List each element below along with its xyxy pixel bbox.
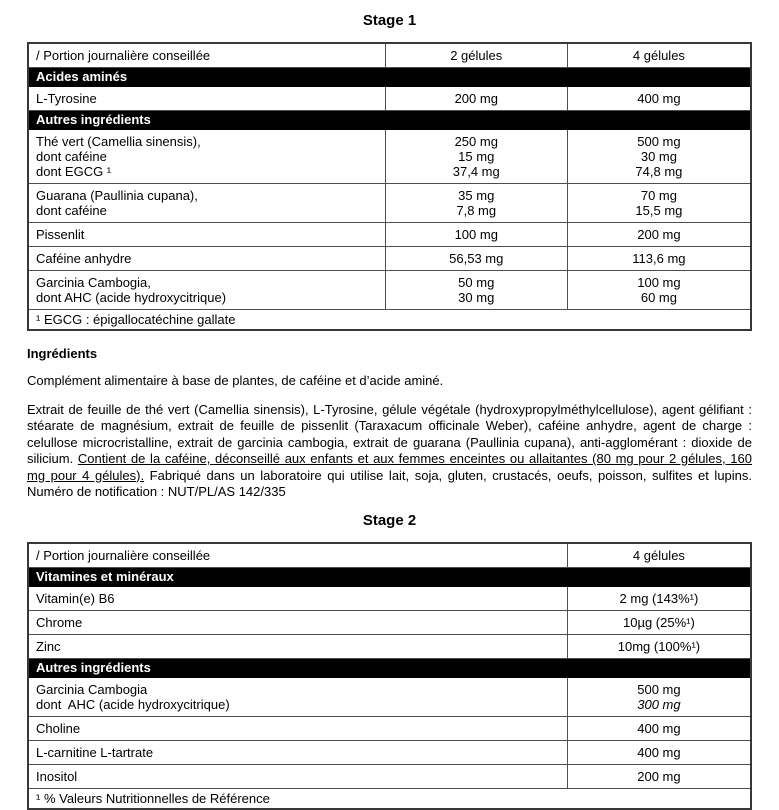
cell-line: 10µg (25%¹)	[623, 614, 695, 630]
cell-line: dont caféine	[36, 149, 107, 164]
cell-line: 15 mg	[458, 149, 495, 164]
cell-line: 113,6 mg	[632, 251, 686, 266]
amount-cell	[567, 271, 751, 310]
portion-header-cell: / Portion journalière conseillée	[28, 43, 385, 68]
cell-line: L-Tyrosine	[36, 91, 97, 106]
cell-line: dont caféine	[36, 203, 107, 218]
ingredient-row	[28, 130, 751, 184]
footnote-cell: ¹ % Valeurs Nutritionnelles de Référence	[28, 788, 751, 809]
cell-line: 30 mg	[640, 149, 677, 164]
amount-cell	[567, 634, 751, 658]
cell-line: Guarana (Paullinia cupana),	[36, 188, 198, 203]
stage2-nutrition-table	[27, 542, 752, 810]
cell-line: Garcinia Cambogia	[36, 681, 148, 697]
cell-line: Garcinia Cambogia,	[36, 275, 151, 290]
ingredient-row	[28, 586, 751, 610]
ingredient-name-cell	[28, 223, 385, 247]
ingredients-heading: Ingrédients	[27, 346, 98, 361]
amount-cell	[385, 271, 567, 310]
cell-line: 200 mg	[454, 91, 498, 106]
cell-line: 56,53 mg	[449, 251, 504, 266]
amount-cell	[567, 586, 751, 610]
section-header-cell: Acides aminés	[28, 68, 751, 87]
cell-line: 30 mg	[458, 290, 495, 305]
ingredient-name-cell	[28, 184, 385, 223]
ingredient-name-cell	[28, 130, 385, 184]
ingredients-intro: Complément alimentaire à base de plantes, de caféine et d’acide aminé.	[27, 373, 444, 388]
cell-line: L-carnitine L-tartrate	[36, 744, 154, 760]
footnote-row	[28, 788, 751, 809]
footnote-row	[28, 310, 751, 331]
section-header-row	[28, 567, 751, 586]
cell-line: dont AHC (acide hydroxycitrique)	[36, 290, 227, 305]
table-header-row	[28, 543, 751, 568]
cell-line: 50 mg	[458, 275, 495, 290]
cell-line: 74,8 mg	[635, 164, 683, 179]
ingredient-name-cell	[28, 634, 567, 658]
amount-cell	[567, 87, 751, 111]
cell-line: 250 mg	[454, 134, 498, 149]
cell-line: 70 mg	[640, 188, 677, 203]
cell-line: Chrome	[36, 614, 83, 630]
ingredient-row	[28, 677, 751, 716]
cell-line: 500 mg	[637, 134, 681, 149]
amount-cell	[385, 87, 567, 111]
amount-cell	[567, 184, 751, 223]
ingredient-name-cell	[28, 87, 385, 111]
amount-cell	[385, 184, 567, 223]
cell-line: 60 mg	[640, 290, 677, 305]
cell-line: dont AHC (acide hydroxycitrique)	[36, 696, 230, 712]
cell-line: Caféine anhydre	[36, 251, 132, 266]
ingredient-name-cell	[28, 764, 567, 788]
cell-line: Thé vert (Camellia sinensis),	[36, 134, 201, 149]
serving-size-header-cell: 4 gélules	[567, 543, 751, 568]
ingredient-name-cell	[28, 740, 567, 764]
cell-line: 2 mg (143%¹)	[619, 590, 699, 606]
description-after-warning: Fabriqué dans un laboratoire qui utilise lait, soja, gluten, crustacés, oeufs, poisson, sulfites et lupins. Numéro de notification : NUT/PL/AS 142/335	[27, 467, 753, 499]
amount-cell	[567, 740, 751, 764]
ingredient-name-cell	[28, 586, 567, 610]
cell-line: Zinc	[36, 638, 61, 654]
caffeine-warning-text: Contient de la caféine, déconseillé aux enfants et aux femmes enceintes ou allaitantes (80 mg pour 2 gélules, 160 mg pour 4 gélules).	[27, 451, 752, 483]
cell-line: 200 mg	[637, 227, 681, 242]
cell-line: 400 mg	[637, 744, 681, 760]
ingredient-row	[28, 716, 751, 740]
cell-line: 400 mg	[637, 91, 681, 106]
ingredient-row	[28, 764, 751, 788]
ingredient-row	[28, 634, 751, 658]
serving-size-header-cell: 2 gélules	[385, 43, 567, 68]
amount-cell	[567, 677, 751, 716]
cell-line: Inositol	[36, 768, 78, 784]
amount-cell	[385, 130, 567, 184]
cell-line: Choline	[36, 720, 81, 736]
cell-line: 100 mg	[637, 275, 681, 290]
amount-cell	[567, 130, 751, 184]
amount-cell	[567, 764, 751, 788]
section-header-row	[28, 68, 751, 87]
ingredients-description	[27, 402, 752, 501]
footnote-cell: ¹ EGCG : épigallocatéchine gallate	[28, 310, 751, 331]
cell-line: 200 mg	[637, 768, 681, 784]
section-header-cell: Autres ingrédients	[28, 111, 751, 130]
ingredient-name-cell	[28, 247, 385, 271]
serving-size-header-cell: 4 gélules	[567, 43, 751, 68]
ingredient-row	[28, 247, 751, 271]
section-header-cell: Vitamines et minéraux	[28, 567, 751, 586]
ingredient-row	[28, 610, 751, 634]
ingredient-row	[28, 87, 751, 111]
cell-line: 15,5 mg	[635, 203, 683, 218]
ingredient-name-cell	[28, 271, 385, 310]
description-before-warning: Extrait de feuille de thé vert (Camellia sinensis), L-Tyrosine, gélule végétale (hydroxypropylméthylcellulose), agent gélifiant : stéarate de magnésium, extrait de feuille de pissenlit (Taraxacum officinale Weber), caféine anhydre, agent de charge : celullose microcristalline, extrait de garcinia cambogia, extrait de guarana (Paullinia cupana), anti-agglomérant : dioxide de silicium.	[27, 401, 752, 466]
portion-header-cell: / Portion journalière conseillée	[28, 543, 567, 568]
stage1-nutrition-table	[27, 42, 752, 331]
ingredient-row	[28, 223, 751, 247]
section-header-row	[28, 111, 751, 130]
ingredient-row	[28, 184, 751, 223]
stage1-title: Stage 1	[362, 12, 417, 29]
cell-line: 35 mg	[458, 188, 495, 203]
cell-line: 400 mg	[637, 720, 681, 736]
ingredient-row	[28, 740, 751, 764]
cell-line: 10mg (100%¹)	[617, 638, 701, 654]
ingredient-name-cell	[28, 716, 567, 740]
table-header-row	[28, 43, 751, 68]
amount-cell	[385, 247, 567, 271]
cell-line: Pissenlit	[36, 227, 85, 242]
ingredient-name-cell	[28, 610, 567, 634]
amount-cell	[385, 223, 567, 247]
cell-line: dont EGCG ¹	[36, 164, 112, 179]
stage2-title: Stage 2	[362, 511, 417, 529]
cell-line: 7,8 mg	[456, 203, 497, 218]
section-header-cell: Autres ingrédients	[28, 658, 751, 677]
cell-line: 37,4 mg	[452, 164, 500, 179]
cell-line: 100 mg	[454, 227, 498, 242]
section-header-row	[28, 658, 751, 677]
ingredient-name-cell	[28, 677, 567, 716]
cell-line: 300 mg	[637, 696, 681, 712]
amount-cell	[567, 716, 751, 740]
amount-cell	[567, 610, 751, 634]
amount-cell	[567, 247, 751, 271]
ingredient-row	[28, 271, 751, 310]
cell-line: 500 mg	[637, 681, 681, 697]
amount-cell	[567, 223, 751, 247]
cell-line: Vitamin(e) B6	[36, 590, 115, 606]
